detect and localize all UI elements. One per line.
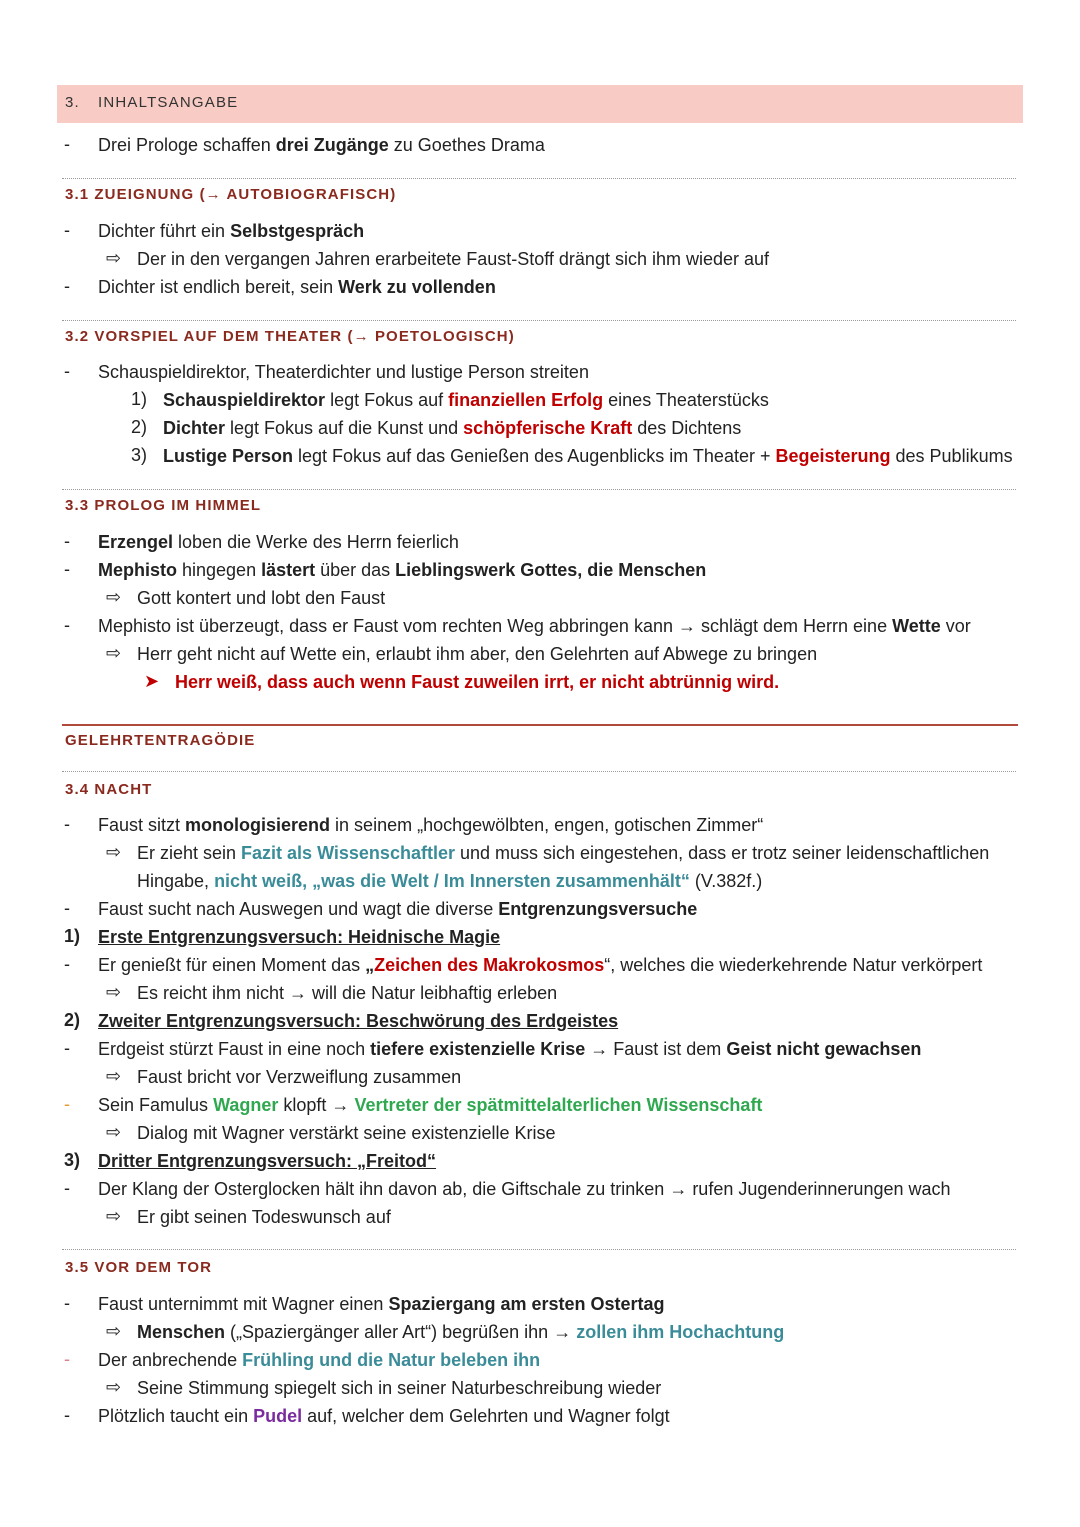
s34-line-7: Erdgeist stürzt Faust in eine noch tiefere existenzielle Krise → Faust ist dem Geist nicht gewachsen xyxy=(98,1039,922,1059)
s33-conclusion: Herr weiß, dass auch wenn Faust zuweilen irrt, er nicht abtrünnig wird. xyxy=(175,672,780,692)
bullet-dash: - xyxy=(64,361,70,381)
s34-line-6: Es reicht ihm nicht → will die Natur leibhaftig erleben xyxy=(137,983,558,1003)
list-number: 3) xyxy=(131,445,148,465)
bullet-dash: - xyxy=(64,814,70,834)
section-3-5-heading: 3.5 VOR DEM TOR xyxy=(65,1259,213,1276)
bullet-dash: - xyxy=(64,559,70,579)
s34-attempt-1: Erste Entgrenzungsversuch: Heidnische Magie xyxy=(98,927,501,947)
bullet-dash: - xyxy=(64,1293,70,1313)
divider xyxy=(62,178,1016,179)
bullet-dash: - xyxy=(64,1038,70,1058)
bullet-dash: - xyxy=(64,898,70,918)
arrow-icon: ⇨ xyxy=(106,1321,122,1341)
s33-line-5: Herr geht nicht auf Wette ein, erlaubt ihm aber, den Gelehrten auf Abwege zu bringen xyxy=(137,644,818,664)
bullet-dash: - xyxy=(64,276,70,296)
arrow-icon: ⇨ xyxy=(106,1066,122,1086)
s32-item-2: Dichter legt Fokus auf die Kunst und schöpferische Kraft des Dichtens xyxy=(163,418,742,438)
s35-line-1: Faust unternimmt mit Wagner einen Spaziergang am ersten Ostertag xyxy=(98,1294,665,1314)
part-divider xyxy=(62,724,1018,726)
arrow-icon: ⇨ xyxy=(106,587,122,607)
divider xyxy=(62,1249,1016,1250)
list-number: 2) xyxy=(64,1010,81,1030)
arrow-icon: ⇨ xyxy=(106,248,122,268)
section-title: INHALTSANGABE xyxy=(98,94,239,111)
s34-line-9: Sein Famulus Wagner klopft → Vertreter der spätmittelalterlichen Wissenschaft xyxy=(98,1095,763,1115)
section-3-1-heading: 3.1 ZUEIGNUNG (→ AUTOBIOGRAFISCH) xyxy=(65,186,397,203)
triangle-bullet-icon: ➤ xyxy=(144,671,160,691)
s34-attempt-2: Zweiter Entgrenzungsversuch: Beschwörung des Erdgeistes xyxy=(98,1011,619,1031)
bullet-dash: - xyxy=(64,531,70,551)
s32-line-1: Schauspieldirektor, Theaterdichter und lustige Person streiten xyxy=(98,362,589,382)
s34-line-3: Hingabe, nicht weiß, „was die Welt / Im Innersten zusammenhält“ (V.382f.) xyxy=(137,871,763,891)
divider xyxy=(62,489,1016,490)
bullet-dash: - xyxy=(64,1349,70,1369)
s35-line-2: Menschen („Spaziergänger aller Art“) begrüßen ihn → zollen ihm Hochachtung xyxy=(137,1322,785,1342)
list-number: 3) xyxy=(64,1150,81,1170)
s32-item-3: Lustige Person legt Fokus auf das Genießen des Augenblicks im Theater + Begeisterung des Publikums xyxy=(163,446,1013,466)
bullet-dash: - xyxy=(64,220,70,240)
part-heading: GELEHRTENTRAGÖDIE xyxy=(65,732,256,749)
s34-line-12: Er gibt seinen Todeswunsch auf xyxy=(137,1207,391,1227)
bullet-dash: - xyxy=(64,134,70,154)
s31-line-1: Dichter führt ein Selbstgespräch xyxy=(98,221,365,241)
s33-line-2: Mephisto hingegen lästert über das Lieblingswerk Gottes, die Menschen xyxy=(98,560,707,580)
s34-line-10: Dialog mit Wagner verstärkt seine existenzielle Krise xyxy=(137,1123,556,1143)
section-3-2-heading: 3.2 VORSPIEL AUF DEM THEATER (→ POETOLOGISCH) xyxy=(65,328,515,345)
section-3-3-heading: 3.3 PROLOG IM HIMMEL xyxy=(65,497,262,514)
divider xyxy=(62,771,1016,772)
arrow-icon: ⇨ xyxy=(106,643,122,663)
section-3-header xyxy=(57,85,1023,123)
arrow-icon: ⇨ xyxy=(106,1122,122,1142)
list-number: 2) xyxy=(131,417,148,437)
s34-line-8: Faust bricht vor Verzweiflung zusammen xyxy=(137,1067,462,1087)
s34-line-1: Faust sitzt monologisierend in seinem „hochgewölbten, engen, gotischen Zimmer“ xyxy=(98,815,764,835)
list-number: 1) xyxy=(131,389,148,409)
s34-line-4: Faust sucht nach Auswegen und wagt die diverse Entgrenzungsversuche xyxy=(98,899,698,919)
intro-line: Drei Prologe schaffen drei Zugänge zu Goethes Drama xyxy=(98,135,545,155)
bullet-dash: - xyxy=(64,954,70,974)
s34-line-2: Er zieht sein Fazit als Wissenschaftler und muss sich eingestehen, dass er trotz seiner leidenschaftlichen xyxy=(137,843,990,863)
s32-item-1: Schauspieldirektor legt Fokus auf finanziellen Erfolg eines Theaterstücks xyxy=(163,390,769,410)
s31-line-2: Der in den vergangen Jahren erarbeitete Faust-Stoff drängt sich ihm wieder auf xyxy=(137,249,770,269)
bullet-dash: - xyxy=(64,1094,70,1114)
s33-line-3: Gott kontert und lobt den Faust xyxy=(137,588,386,608)
bullet-dash: - xyxy=(64,1405,70,1425)
s34-line-11: Der Klang der Osterglocken hält ihn davon ab, die Giftschale zu trinken → rufen Jugenderinnerungen wach xyxy=(98,1179,951,1199)
arrow-icon: ⇨ xyxy=(106,1377,122,1397)
list-number: 1) xyxy=(64,926,81,946)
bullet-dash: - xyxy=(64,615,70,635)
arrow-icon: ⇨ xyxy=(106,1206,122,1226)
arrow-icon: ⇨ xyxy=(106,842,122,862)
s35-line-5: Plötzlich taucht ein Pudel auf, welcher dem Gelehrten und Wagner folgt xyxy=(98,1406,670,1426)
divider xyxy=(62,320,1016,321)
s31-line-3: Dichter ist endlich bereit, sein Werk zu vollenden xyxy=(98,277,496,297)
section-3-4-heading: 3.4 NACHT xyxy=(65,781,153,798)
s35-line-4: Seine Stimmung spiegelt sich in seiner Naturbeschreibung wieder xyxy=(137,1378,662,1398)
bullet-dash: - xyxy=(64,1178,70,1198)
s33-line-1: Erzengel loben die Werke des Herrn feierlich xyxy=(98,532,459,552)
s35-line-3: Der anbrechende Frühling und die Natur beleben ihn xyxy=(98,1350,541,1370)
s34-attempt-3: Dritter Entgrenzungsversuch: „Freitod“ xyxy=(98,1151,437,1171)
arrow-icon: ⇨ xyxy=(106,982,122,1002)
s34-line-5: Er genießt für einen Moment das „Zeichen des Makrokosmos“, welches die wiederkehrende Natur verkörpert xyxy=(98,955,983,975)
s33-line-4: Mephisto ist überzeugt, dass er Faust vom rechten Weg abbringen kann → schlägt dem Herrn eine Wette vor xyxy=(98,616,971,636)
section-number: 3. xyxy=(65,94,80,111)
